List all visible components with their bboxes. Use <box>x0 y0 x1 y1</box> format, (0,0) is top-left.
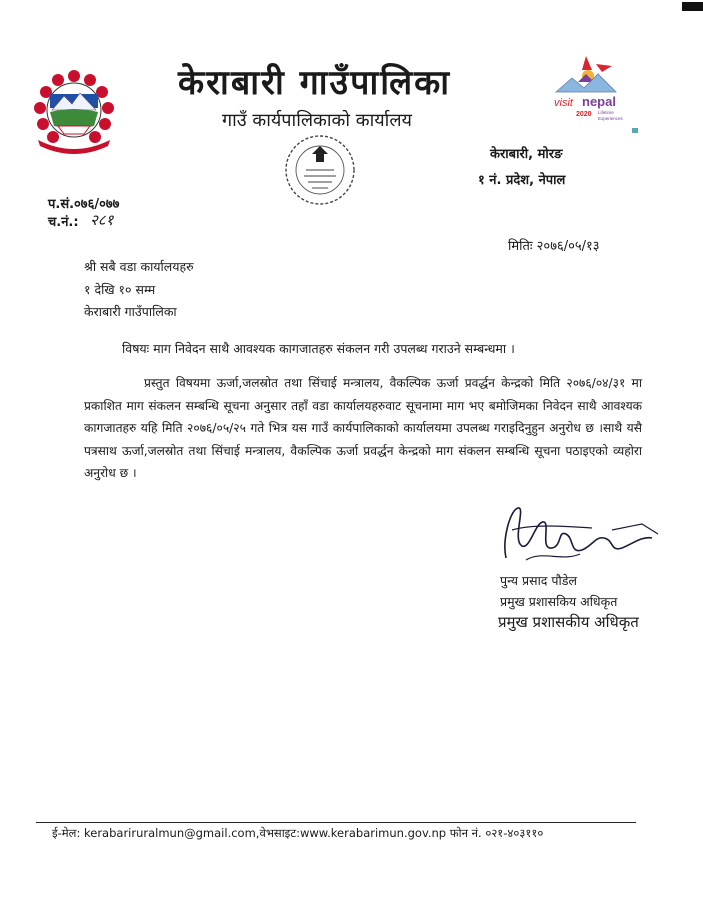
footer-divider <box>36 822 636 823</box>
office-seal-icon <box>272 132 370 212</box>
reference-number: प.सं.०७६/०७७ <box>48 197 120 212</box>
municipality-title: केराबारी गाउँपालिका <box>178 63 452 103</box>
svg-text:nepal: nepal <box>582 94 616 109</box>
svg-text:Lifetime: Lifetime <box>598 110 614 115</box>
recipient-line-2: १ देखि १० सम्म <box>84 282 156 297</box>
signatory-name: पुन्य प्रसाद पौडेल <box>500 573 577 588</box>
scan-edge-mark <box>682 2 703 11</box>
visit-nepal-2020-logo <box>552 52 638 124</box>
office-subtitle: गाउँ कार्यपालिकाको कार्यालय <box>222 110 412 131</box>
svg-text:visit: visit <box>554 97 573 109</box>
letter-body: प्रस्तुत विषयमा ऊर्जा,जलस्रोत तथा सिंचाई मन्त्रालय, वैकल्पिक ऊर्जा प्रवर्द्धन केन्द्रको मिति २०७६/०४/३१ मा प्रकाशित माग संकलन सम्बन्धि सूचना अनुसार तहाँ वडा कार्यालयहरुवाट सूचनामा माग भए बमोजिमका निवेदन साथै आवश्यक कागजातहरु यहि मिति २०७६/०५/२५ गते भित्र यस गाउँ कार्यपालिकाको कार्यालयमा उपलब्ध गराइदिनुहुन अनुरोध छ ।साथै यसै पत्रसाथ ऊर्जा,जलस्रोत तथा सिंचाई मन्त्रालय, वैकल्पिक ऊर्जा प्रवर्द्धन केन्द्रको माग संकलन सम्बन्धि सूचना पठाइएको व्यहोरा अनुरोध छ । <box>84 376 642 480</box>
handwritten-signature <box>492 500 662 570</box>
signatory-stamp: प्रमुख प्रशासकीय अधिकृत <box>498 613 639 631</box>
dispatch-number-label: च.नं.: <box>48 215 79 230</box>
address-line-1: केराबारी, मोरङ <box>490 147 563 162</box>
dispatch-number-value: २८१ <box>90 211 114 229</box>
address-line-2: १ नं. प्रदेश, नेपाल <box>478 173 566 188</box>
nepal-emblem-icon <box>28 66 120 156</box>
letter-subject: विषयः माग निवेदन साथै आवश्यक कागजातहरु संकलन गरी उपलब्ध गराउने सम्बन्धमा । <box>122 341 515 356</box>
logo-dot <box>632 128 638 133</box>
footer-contact: ई-मेल: kerabariruralmun@gmail.com,वेभसाइट:www.kerabarimun.gov.np फोन नं. ०२१-४०३११० <box>52 826 544 840</box>
signatory-title: प्रमुख प्रशासकिय अधिकृत <box>500 594 618 609</box>
svg-text:2020: 2020 <box>576 111 592 118</box>
letter-date: मितिः २०७६/०५/१३ <box>508 239 600 254</box>
recipient-line-3: केराबारी गाउँपालिका <box>84 304 177 319</box>
recipient-line-1: श्री सबै वडा कार्यालयहरु <box>84 259 194 274</box>
svg-text:Experiences: Experiences <box>598 116 623 121</box>
